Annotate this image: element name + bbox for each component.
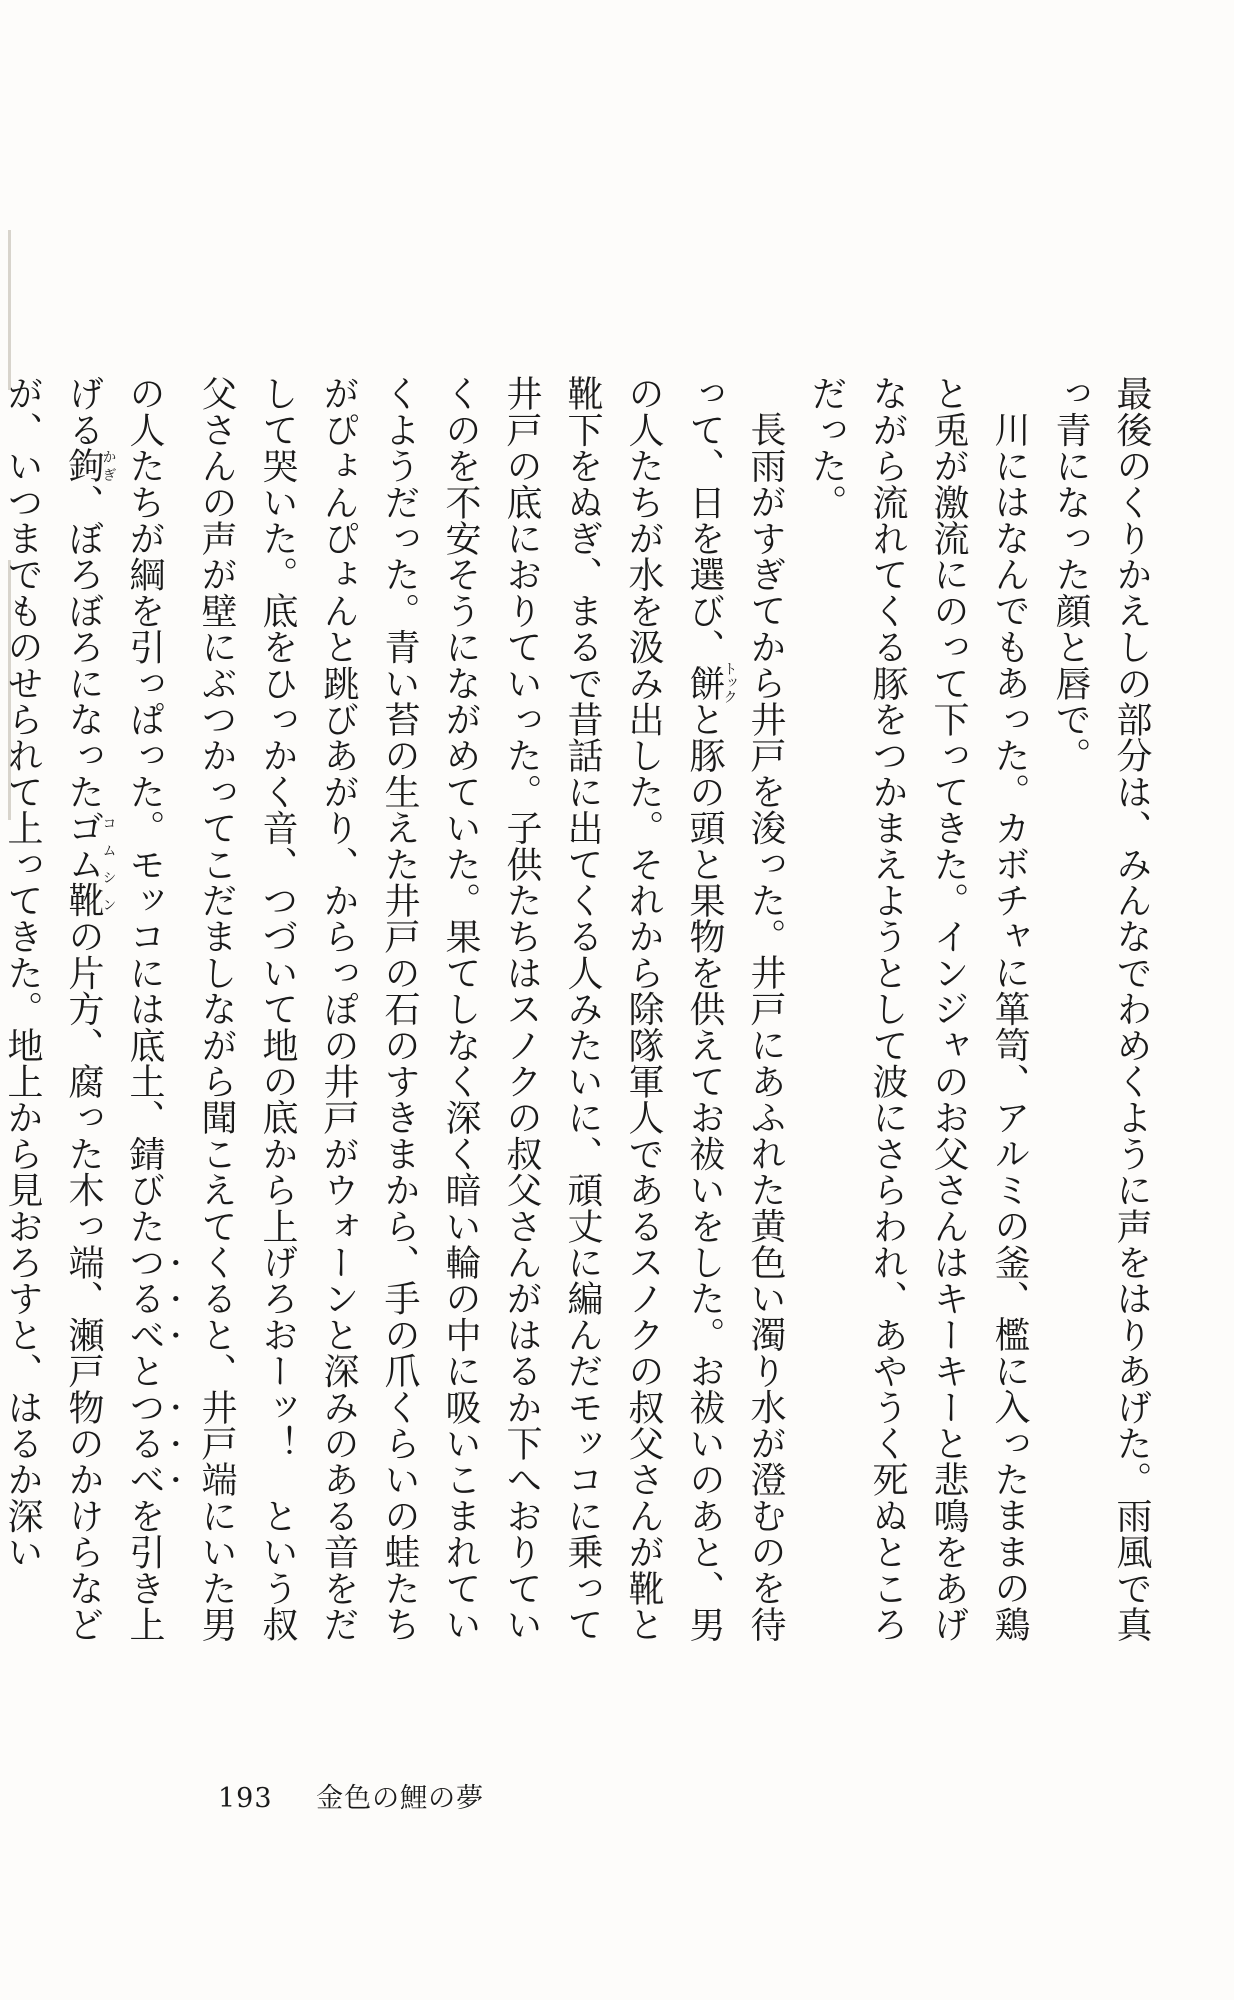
text-segment: の片方、腐った木っ端、瀬戸物のかけらなどが、いつまでものせられて上ってきた。地上から見おろすと、はるか深い (2, 375, 104, 1643)
chapter-title: 金色の鯉の夢 (316, 1783, 485, 1814)
ruby-annotation (684, 661, 738, 704)
page-footer (218, 1776, 484, 1815)
text-segment: 最後のくりかえしの部分は、みんなでわめくように声をはりあげた。雨風で真っ青になった顔と唇で。 (1050, 375, 1152, 1642)
ruby-base: 餅 (684, 661, 725, 704)
ruby-annotation (63, 809, 117, 919)
paragraph (796, 375, 1040, 1675)
text-segment: と豚の頭と果物を供えてお祓いをした。お祓いのあと、男の人たちが水を汲み出した。それから除隊軍人であるスノクの叔父さんが靴と靴下をぬぎ、まるで昔話に出てくる人みたいに、頑丈に編んだモッコに乗って井戸の底におりていった。子供たちはスノクの叔父さんがはるか下へおりていくのを不安そうにながめていた。果てしなく深く暗い輪の中に吸いこまれていくようだった。青い苔の生えた井戸の石のすきまから、手の爪くらいの蛙たちがぴょんぴょんと跳びあがり、からっぽの井戸がウォーンと深みのある音をだして哭いた。底をひっかく音、つづいて地の底から上げろおーッ！ という叔父さんの声が壁にぶつかってこだましながら聞こえてくると、井戸端にいた男の人たちが綱を引っぱった。モッコには底土、錆びた (124, 375, 725, 1643)
ruby-base: ゴム靴 (63, 809, 104, 919)
text-segment: を引き上げる (63, 375, 165, 1643)
paragraph (0, 375, 796, 1675)
ruby-reading: コムシン (100, 809, 117, 919)
text-segment: 、ぼろぼろになった (63, 483, 104, 810)
ruby-reading: かぎ (100, 447, 117, 484)
emphasized-text: つるべ (124, 1388, 165, 1498)
text-segment: と (124, 1352, 165, 1389)
text-segment: 長雨がすぎてから井戸を浚った。井戸にあふれた黄色い濁り水が澄むのを待って、日を選び、 (684, 375, 786, 1642)
ruby-base: 鉤 (63, 447, 104, 484)
page-number: 193 (218, 1783, 273, 1814)
text-segment: 川にはなんでもあった。カボチャに箪笥、アルミの釜、檻に入ったままの鶏と兎が激流にのって下ってきた。インジャのお父さんはキーキーと悲鳴をあげながら流れてくる豚をつかまえようとして波にさらわれ、あやうく死ぬところだった。 (806, 375, 1030, 1642)
ruby-annotation (63, 447, 117, 484)
vertical-body-text (2, 375, 1162, 1675)
ruby-reading: トック (721, 661, 738, 704)
emphasized-text: つるべ (124, 1243, 165, 1353)
page-edge-shadow (8, 230, 11, 390)
paragraph (1040, 375, 1162, 1675)
